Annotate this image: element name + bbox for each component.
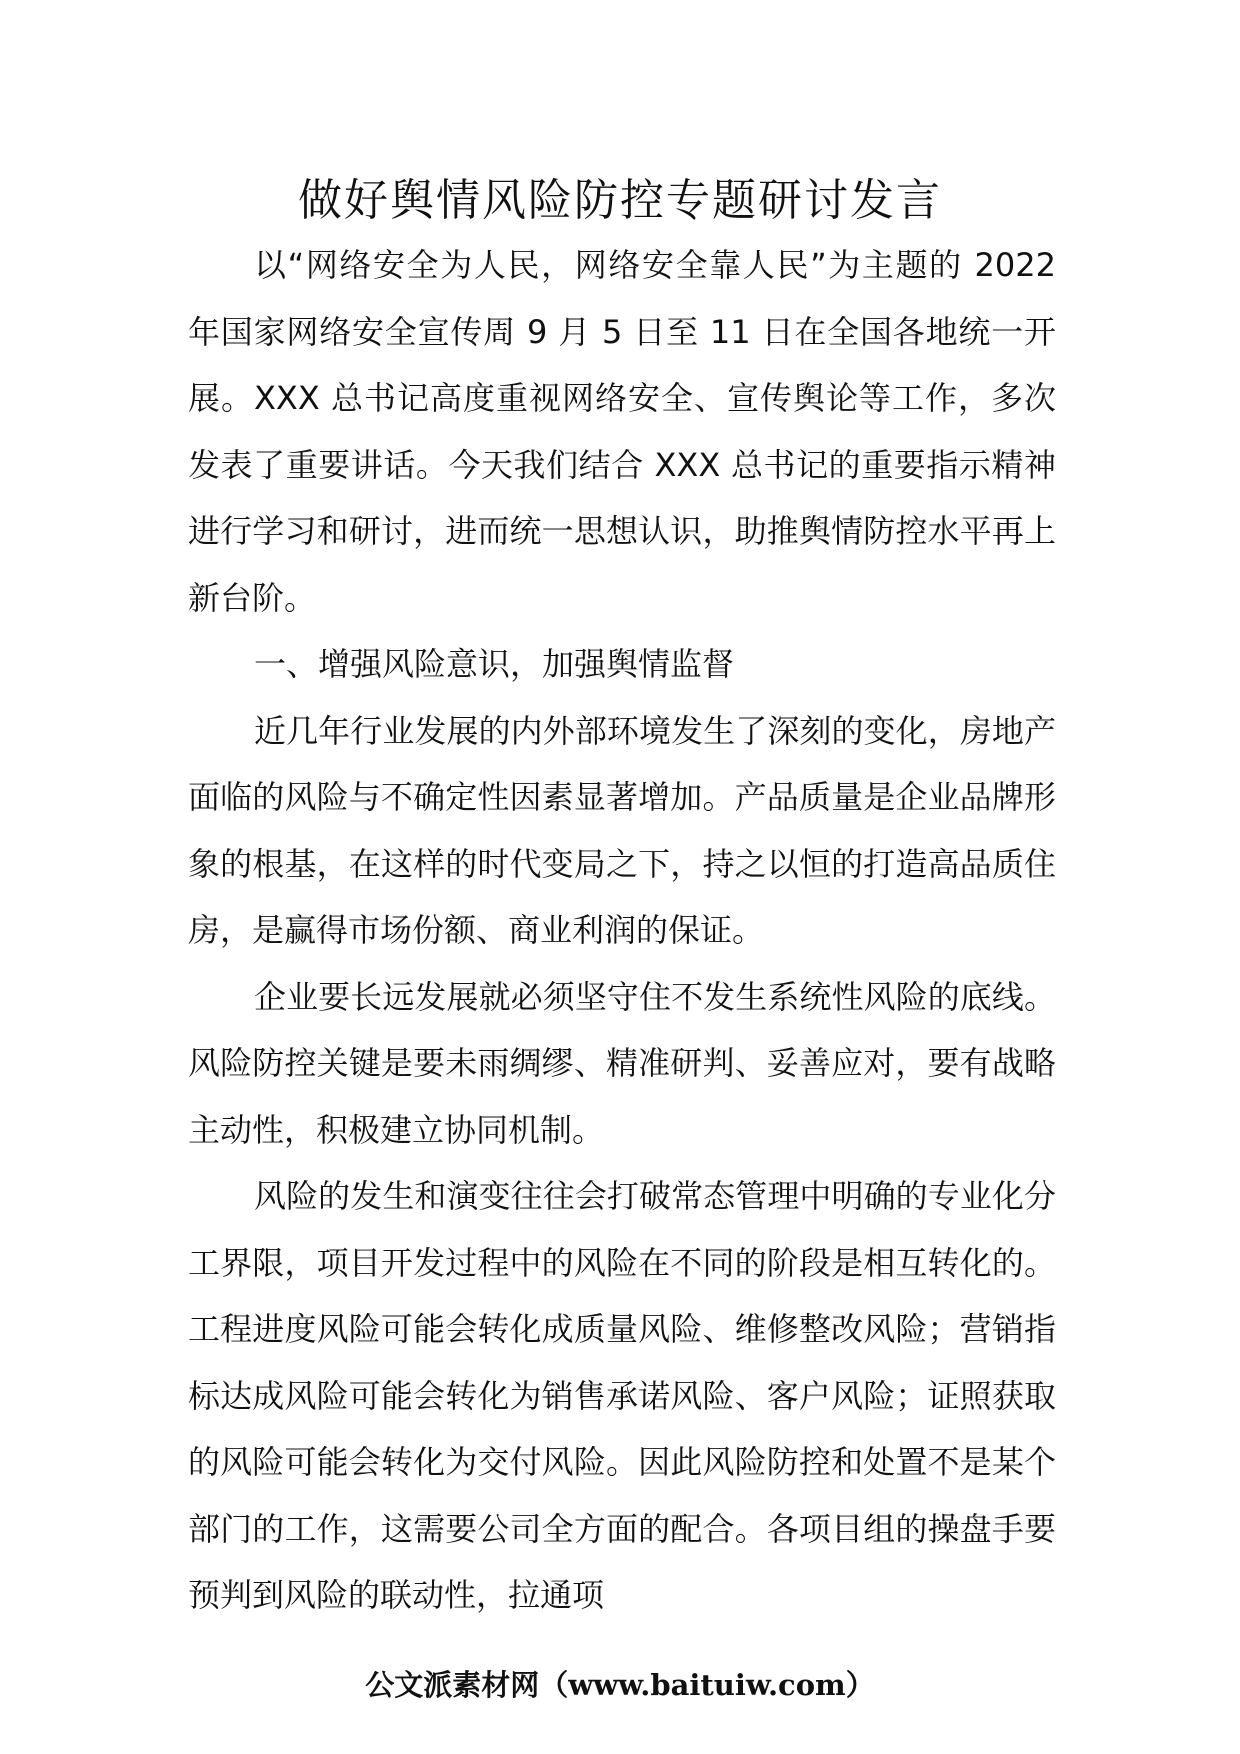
paragraph-industry: 近几年行业发展的内外部环境发生了深刻的变化，房地产面临的风险与不确定性因素显著增加。产品质量是企业品牌形象的根基，在这样的时代变局之下，持之以恒的打造高品质住房，是赢得市场份额、商业利润的保证。 [188,711,1056,949]
paragraph-intro: 以“网络安全为人民，网络安全靠人民”为主题的 2022 年国家网络安全宣传周 9 月 5 日至 11 日在全国各地统一开展。XXX 总书记高度重视网络安全、宣传舆论等工作，多次发表了重要讲话。今天我们结合 XXX 总书记的重要指示精神进行学习和研讨，进而统一思想认识，助推舆情防控水平再上新台阶。 [188,246,1056,617]
paragraph-bottom-line: 企业要长远发展就必须坚守住不发生系统性风险的底线。风险防控关键是要未雨绸缪、精准研判、妥善应对，要有战略主动性，积极建立协同机制。 [188,977,1056,1149]
paragraph-risk-evolution: 风险的发生和演变往往会打破常态管理中明确的专业化分工界限，项目开发过程中的风险在不同的阶段是相互转化的。工程进度风险可能会转化成质量风险、维修整改风险；营销指标达成风险可能会转化为销售承诺风险、客户风险；证照获取的风险可能会转化为交付风险。因此风险防控和处置不是某个部门的工作，这需要公司全方面的配合。各项目组的操盘手要预判到风险的联动性，拉通项 [188,1177,1056,1614]
section-heading-1: 一、增强风险意识，加强舆情监督 [254,645,735,683]
document-title: 做好舆情风险防控专题研讨发言 [298,175,942,226]
document-body [188,232,1056,1629]
page-footer-watermark: 公文派素材网（www.baituiw.com） [365,1668,875,1702]
